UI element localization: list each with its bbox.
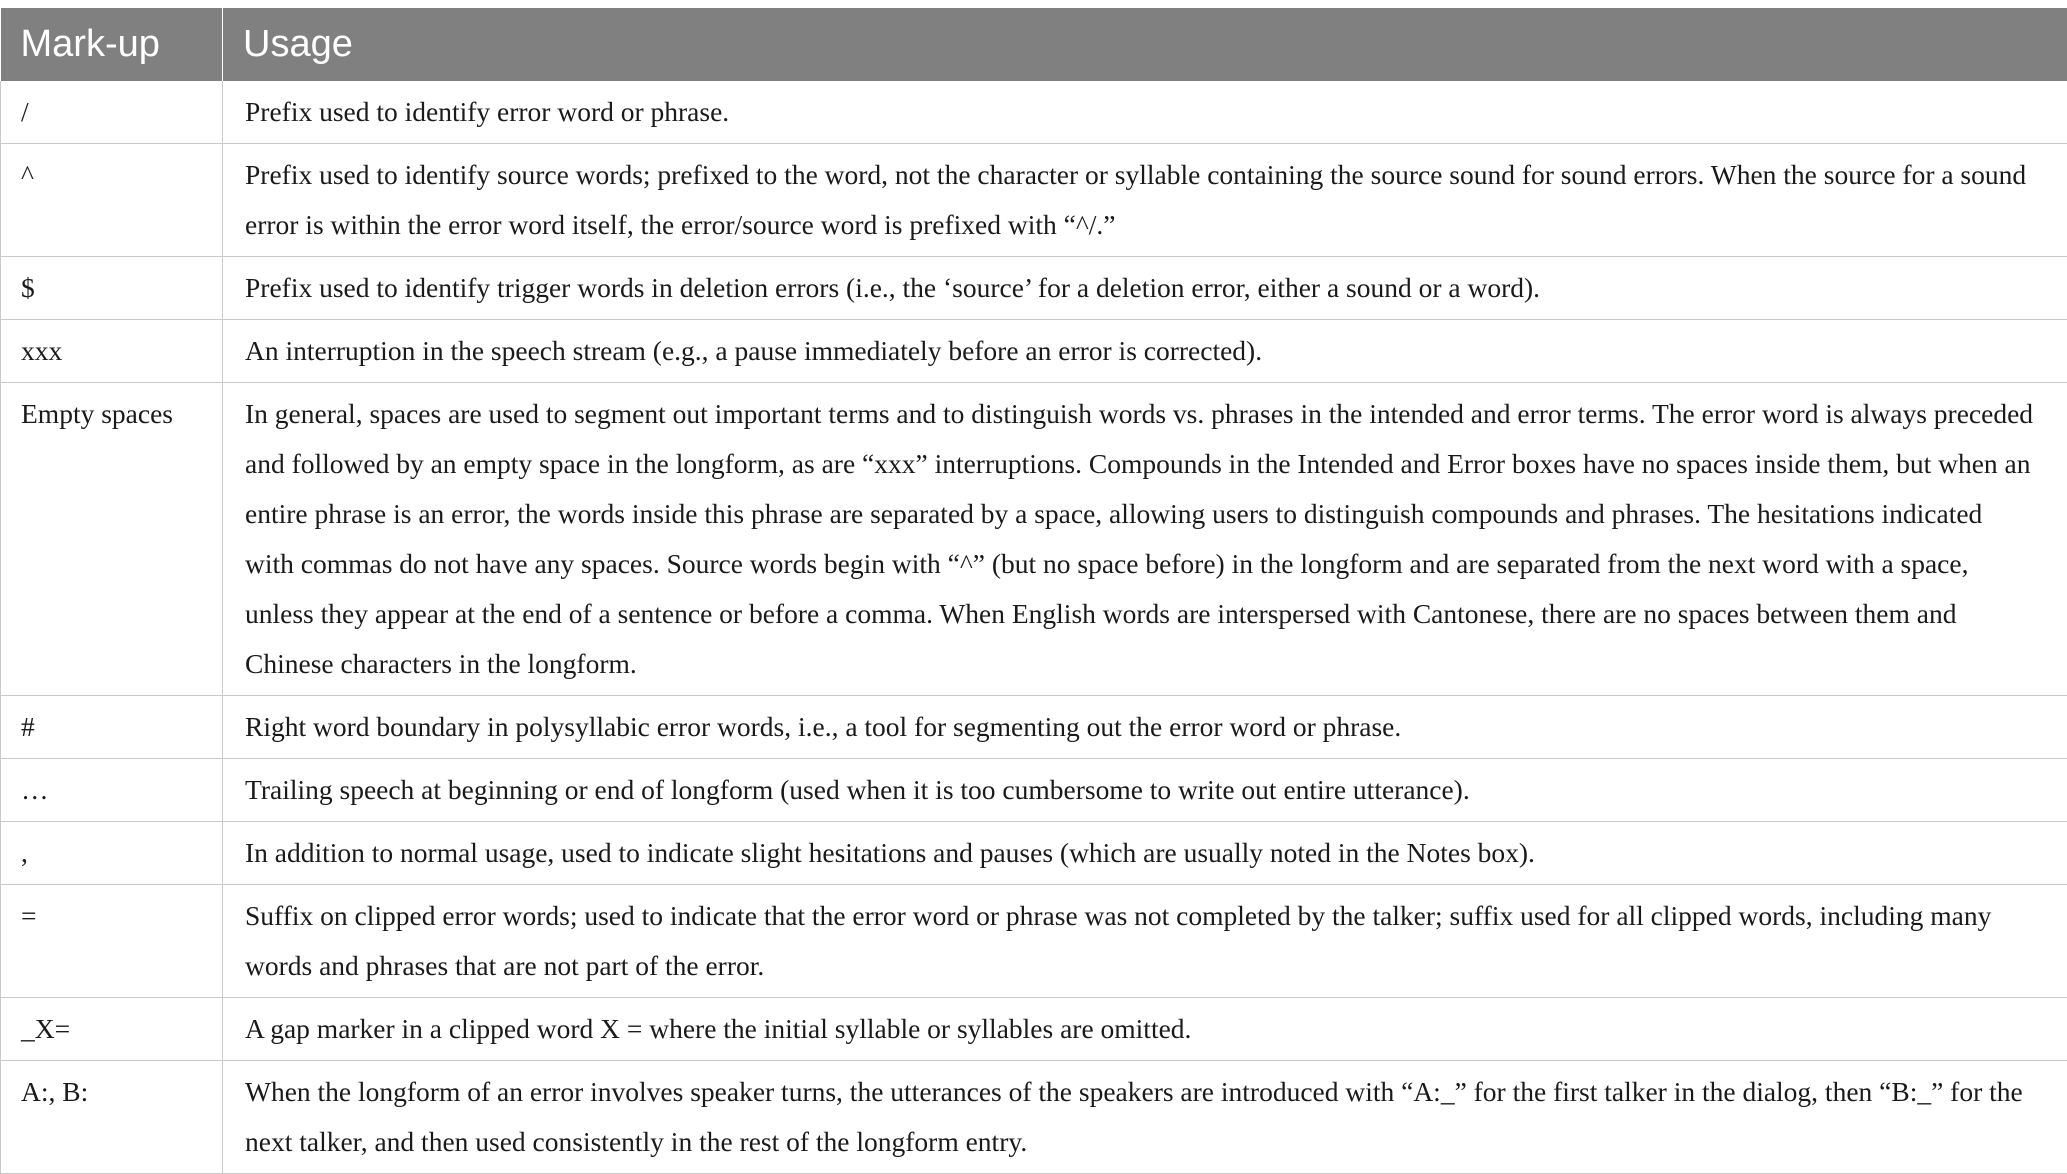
table-row bbox=[1, 320, 2067, 383]
markup-cell: Empty spaces bbox=[1, 383, 223, 696]
header-row bbox=[1, 8, 2067, 81]
table-row bbox=[1, 696, 2067, 759]
table-row bbox=[1, 383, 2067, 696]
header-markup: Mark-up bbox=[1, 8, 223, 81]
table-row bbox=[1, 257, 2067, 320]
usage-cell: Prefix used to identify source words; prefixed to the word, not the character or syllable containing the source sound for sound errors. When the source for a sound error is within the error word itself, the error/source word is prefixed with “^/.” bbox=[223, 144, 2067, 257]
markup-cell: = bbox=[1, 885, 223, 998]
usage-cell: When the longform of an error involves speaker turns, the utterances of the speakers are introduced with “A:_” for the first talker in the dialog, then “B:_” for the next talker, and then used consistently in the rest of the longform entry. bbox=[223, 1061, 2067, 1174]
table-row bbox=[1, 885, 2067, 998]
markup-cell: ^ bbox=[1, 144, 223, 257]
markup-table bbox=[0, 8, 2067, 1174]
markup-cell: … bbox=[1, 759, 223, 822]
usage-cell: An interruption in the speech stream (e.g., a pause immediately before an error is corrected). bbox=[223, 320, 2067, 383]
table-row bbox=[1, 81, 2067, 144]
usage-cell: In addition to normal usage, used to indicate slight hesitations and pauses (which are usually noted in the Notes box). bbox=[223, 822, 2067, 885]
table-row bbox=[1, 1061, 2067, 1174]
usage-cell: Suffix on clipped error words; used to indicate that the error word or phrase was not completed by the talker; suffix used for all clipped words, including many words and phrases that are not part of the error. bbox=[223, 885, 2067, 998]
table-row bbox=[1, 822, 2067, 885]
usage-cell: Right word boundary in polysyllabic error words, i.e., a tool for segmenting out the error word or phrase. bbox=[223, 696, 2067, 759]
markup-cell: / bbox=[1, 81, 223, 144]
usage-cell: Prefix used to identify error word or phrase. bbox=[223, 81, 2067, 144]
table-body bbox=[1, 81, 2067, 1174]
usage-cell: A gap marker in a clipped word X = where the initial syllable or syllables are omitted. bbox=[223, 998, 2067, 1061]
table-row bbox=[1, 144, 2067, 257]
markup-cell: # bbox=[1, 696, 223, 759]
table-row bbox=[1, 998, 2067, 1061]
header-usage: Usage bbox=[223, 8, 2067, 81]
markup-table-container bbox=[0, 8, 2067, 1174]
markup-cell: , bbox=[1, 822, 223, 885]
table-header bbox=[1, 8, 2067, 81]
markup-cell: xxx bbox=[1, 320, 223, 383]
table-row bbox=[1, 759, 2067, 822]
usage-cell: Prefix used to identify trigger words in deletion errors (i.e., the ‘source’ for a deletion error, either a sound or a word). bbox=[223, 257, 2067, 320]
markup-cell: $ bbox=[1, 257, 223, 320]
markup-cell: _X= bbox=[1, 998, 223, 1061]
usage-cell: Trailing speech at beginning or end of longform (used when it is too cumbersome to write out entire utterance). bbox=[223, 759, 2067, 822]
usage-cell: In general, spaces are used to segment out important terms and to distinguish words vs. phrases in the intended and error terms. The error word is always preceded and followed by an empty space in the longform, as are “xxx” interruptions. Compounds in the Intended and Error boxes have no spaces inside them, but when an entire phrase is an error, the words inside this phrase are separated by a space, allowing users to distinguish compounds and phrases. The hesitations indicated with commas do not have any spaces. Source words begin with “^” (but no space before) in the longform and are separated from the next word with a space, unless they appear at the end of a sentence or before a comma. When English words are interspersed with Cantonese, there are no spaces between them and Chinese characters in the longform. bbox=[223, 383, 2067, 696]
markup-cell: A:, B: bbox=[1, 1061, 223, 1174]
